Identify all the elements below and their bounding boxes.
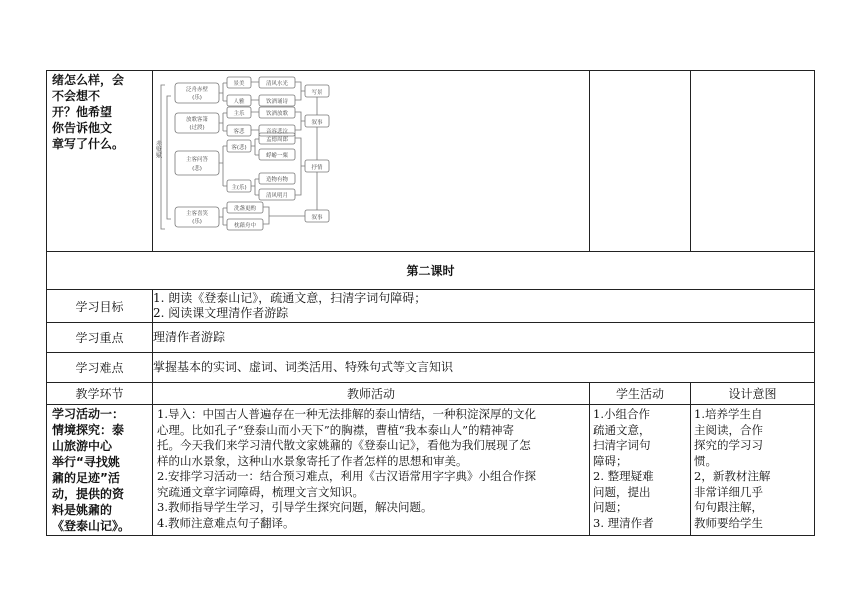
activity-teacher-line: 3.教师指导学生学习，引导学生探究问题，解决问题。 [157, 500, 433, 514]
activity-stage-line: 《登泰山记》。 [52, 519, 131, 533]
continued-stage-line: 不会想不 [52, 89, 101, 103]
activity-teacher-line: 1.导入：中国古人普遍存在一种无法排解的泰山情结，一种积淀深厚的文化 [157, 407, 536, 421]
diagram-section-2-label: 放歌客箫 [185, 117, 209, 123]
activity-design-line: 1.培养学生自 [694, 407, 763, 421]
column-header-row [47, 383, 815, 405]
diagram-item: 人雅 [233, 99, 245, 105]
activity-design-line: 主阅读，合作 [694, 422, 763, 437]
activity-student-line: 1.小组合作 [593, 407, 650, 421]
activity-design-line: 非常详细几乎 [694, 484, 763, 499]
header-student: 学生活动 [590, 383, 691, 405]
activity-stage-line: 学习活动一： [52, 407, 125, 421]
diagram-section-1-mood: (乐) [192, 95, 202, 101]
activity-design-line: 句句跟注解， [694, 500, 763, 514]
section-title: 第二课时 [47, 252, 815, 290]
diagram-item: 主(乐) [231, 185, 247, 191]
diagram-section-3-label: 主客问答 [185, 157, 209, 163]
diagram-subitem: 饮酒放歌 [265, 111, 289, 117]
diagram-item: 客(悲) [231, 145, 247, 151]
header-design: 设计意图 [691, 383, 815, 405]
diagram-item: 主乐 [233, 111, 245, 117]
diagram-flow-label: 叙事 [311, 215, 323, 221]
activity-student-cell [590, 405, 691, 536]
diagram-root-label: 赤壁赋 [154, 140, 162, 158]
activity-stage-line: 鼐的足迹”活 [52, 471, 120, 485]
activity-stage-line: 情境探究：泰 [52, 423, 125, 437]
activity-student-line: 问题，提出 [593, 484, 651, 499]
objectives-line: 2. 阅读课文理清作者游踪 [153, 306, 289, 320]
diagram-cell [153, 71, 590, 252]
activity-stage-line: 山旅游中心 [52, 439, 113, 453]
activity-student-line: 2. 整理疑难 [593, 469, 654, 483]
activity-design-text [691, 405, 814, 533]
continued-stage-line: 开？他希望 [52, 105, 113, 119]
continued-stage-cell [47, 71, 153, 252]
activity-teacher-line: 2.安排学习活动一：结合预习难点，利用《古汉语常用字字典》小组合作探 [157, 469, 536, 483]
difficulties-content: 掌握基本的实词、虚词、词类活用、特殊句式等文言知识 [153, 353, 815, 383]
activity-student-line: 扫清字词句 [593, 438, 651, 452]
activity-stage-text [47, 405, 152, 535]
activity-stage-line: 动，提供的资 [52, 487, 125, 501]
activity-student-line: 问题； [593, 500, 628, 514]
activity-stage-line: 举行“寻找姚 [52, 455, 120, 469]
key-points-row [47, 323, 815, 353]
diagram-item: 客悲 [233, 129, 245, 135]
activity-stage-cell [47, 405, 153, 536]
diagram-subitem: 饮酒诵诗 [265, 99, 289, 105]
diagram-section-2-mood: (过渡) [189, 125, 205, 131]
diagram-flow-label: 叙事 [311, 120, 323, 126]
diagram-subitem: 孟德周郎 [265, 137, 289, 143]
diagram-section-4-label: 主客喜笑 [185, 211, 209, 217]
header-stage: 教学环节 [47, 383, 153, 405]
continued-stage-text [47, 71, 152, 153]
diagram-section-1-label: 泛舟赤壁 [185, 87, 209, 93]
diagram-flow-label: 写景 [311, 90, 323, 96]
diagram-subitem: 清风明月 [265, 193, 289, 199]
continued-design-cell [691, 71, 815, 252]
activity-design-cell [691, 405, 815, 536]
continued-stage-line: 你告诉他文 [52, 121, 113, 135]
header-teacher: 教师活动 [153, 383, 590, 405]
activity-design-line: 2，新教材注解 [694, 469, 771, 483]
difficulties-label: 学习难点 [47, 353, 153, 383]
continued-stage-line: 章写了什么。 [52, 137, 125, 151]
activity-teacher-line: 托。今天我们来学习清代散文家姚鼐的《登泰山记》，看他为我们展现了怎 [157, 438, 531, 452]
continued-row [47, 71, 815, 252]
difficulties-row [47, 353, 815, 383]
diagram-flow-label: 抒情 [311, 165, 323, 171]
key-points-content: 理清作者游踪 [153, 323, 815, 353]
activity-teacher-line: 心理。比如孔子“登泰山而小天下”的胸襟，曹植“我本泰山人”的精神寄 [157, 422, 515, 437]
lesson-plan-table [46, 70, 815, 536]
activity-teacher-text [153, 405, 589, 533]
diagram-section-3-mood: (悲) [192, 166, 202, 172]
objectives-line: 1. 朗读《登泰山记》，疏通文意，扫清字词句障碍； [153, 291, 427, 305]
diagram-subitem: 音容悲泣 [265, 129, 289, 135]
objectives-content [153, 290, 815, 323]
activity-teacher-line: 样的山水景象，这种山水景象寄托了作者怎样的思想和审美。 [157, 453, 468, 468]
structure-diagram [153, 71, 590, 247]
diagram-subitem: 造物有物 [265, 177, 289, 183]
diagram-subitem: 洗盏更酌 [233, 206, 257, 212]
diagram-section-4-mood: (乐) [192, 219, 202, 225]
activity-student-line: 疏通文意， [593, 422, 651, 437]
diagram-subitem: 枕藉舟中 [233, 223, 257, 229]
continued-student-cell [590, 71, 691, 252]
continued-stage-line: 绪怎么样，会 [52, 73, 125, 87]
activity-student-line: 障碍； [593, 453, 628, 468]
section-title-row [47, 252, 815, 290]
objectives-row [47, 290, 815, 323]
activity-stage-line: 料是姚鼐的 [52, 503, 113, 517]
diagram-subitem: 清风水光 [265, 81, 289, 87]
activity-teacher-cell [153, 405, 590, 536]
activity-student-line: 3. 理清作者 [593, 515, 654, 530]
activity-student-text [590, 405, 690, 533]
key-points-label: 学习重点 [47, 323, 153, 353]
activity-design-line: 探究的学习习 [694, 438, 763, 452]
diagram-item: 景美 [233, 81, 245, 87]
activity-teacher-line: 究疏通文章字词障碍，梳理文言文知识。 [157, 484, 364, 499]
diagram-subitem: 蜉蝣一粟 [265, 153, 289, 159]
objectives-label: 学习目标 [47, 290, 153, 323]
activity-row [47, 405, 815, 536]
activity-design-line: 惯。 [694, 453, 717, 468]
activity-teacher-line: 4.教师注意难点句子翻译。 [157, 515, 295, 530]
activity-design-line: 教师要给学生 [694, 515, 763, 530]
